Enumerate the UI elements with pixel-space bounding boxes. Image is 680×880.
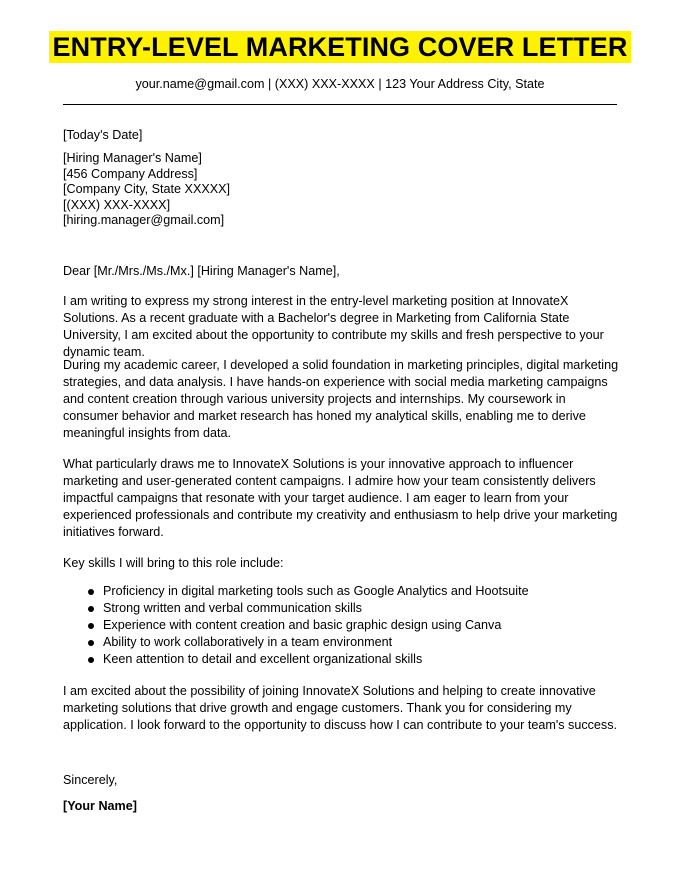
skill-text: Experience with content creation and basic graphic design using Canva [103, 618, 502, 632]
paragraph-experience: During my academic career, I developed a solid foundation in marketing principles, digital marketing strategies, and data analysis. I have hands-on experience with social media marketing campaigns and content creation through various university projects and internships. My coursework in consumer behavior and market research has honed my analytical skills, enabling me to derive meaningful insights from data. [63, 358, 619, 440]
salutation: Dear [Mr./Mrs./Ms./Mx.] [Hiring Manager's Name], [63, 264, 340, 278]
skills-list [63, 583, 623, 668]
recipient-street: [456 Company Address] [63, 166, 198, 181]
contact-line: your.name@gmail.com | (XXX) XXX-XXXX | 123 Your Address City, State [135, 77, 545, 91]
recipient-address [63, 151, 623, 229]
list-item [63, 617, 623, 634]
recipient-email: [hiring.manager@gmail.com] [63, 213, 225, 227]
recipient-phone: [(XXX) XXX-XXXX] [63, 197, 171, 212]
header-divider [63, 104, 617, 105]
date-text: [Today's Date] [63, 128, 143, 142]
title-container [0, 31, 680, 63]
recipient-name: [Hiring Manager's Name] [63, 151, 202, 165]
paragraph-intro: I am writing to express my strong interest in the entry-level marketing position at InnovateX Solutions. As a recent graduate with a Bachelor's degree in Marketing from California State University, I am excited about the opportunity to contribute my skills and fresh perspective to your dynamic team. [63, 294, 604, 359]
signature-name: [Your Name] [63, 799, 137, 813]
bullet-icon [88, 589, 94, 595]
list-item [63, 600, 623, 617]
page-title: ENTRY-LEVEL MARKETING COVER LETTER [49, 31, 632, 63]
list-item [63, 651, 623, 668]
skill-text: Strong written and verbal communication skills [103, 601, 362, 615]
skill-text: Keen attention to detail and excellent organizational skills [103, 652, 423, 666]
skill-text: Proficiency in digital marketing tools such as Google Analytics and Hootsuite [103, 584, 529, 598]
list-item [63, 583, 623, 600]
closing-phrase: Sincerely, [63, 773, 118, 787]
bullet-icon [88, 623, 94, 629]
skills-intro: Key skills I will bring to this role include: [63, 556, 284, 570]
bullet-icon [88, 657, 94, 663]
bullet-icon [88, 606, 94, 612]
skill-text: Ability to work collaboratively in a team environment [103, 635, 393, 649]
paragraph-company-interest: What particularly draws me to InnovateX Solutions is your innovative approach to influencer marketing and user-generated content campaigns. I admire how your team consistently delivers impactful campaigns that resonate with your target audience. I am eager to learn from your experienced professionals and contribute my creativity and enthusiasm to help drive your marketing initiatives forward. [63, 457, 618, 539]
recipient-city: [Company City, State XXXXX] [63, 182, 231, 196]
list-item [63, 634, 623, 651]
letter-date [63, 127, 623, 143]
paragraph-closing: I am excited about the possibility of joining InnovateX Solutions and helping to create innovative marketing solutions that drive growth and engage customers. Thank you for considering my application. I look forward to the opportunity to discuss how I can contribute to your team's success. [63, 684, 618, 732]
bullet-icon [88, 640, 94, 646]
